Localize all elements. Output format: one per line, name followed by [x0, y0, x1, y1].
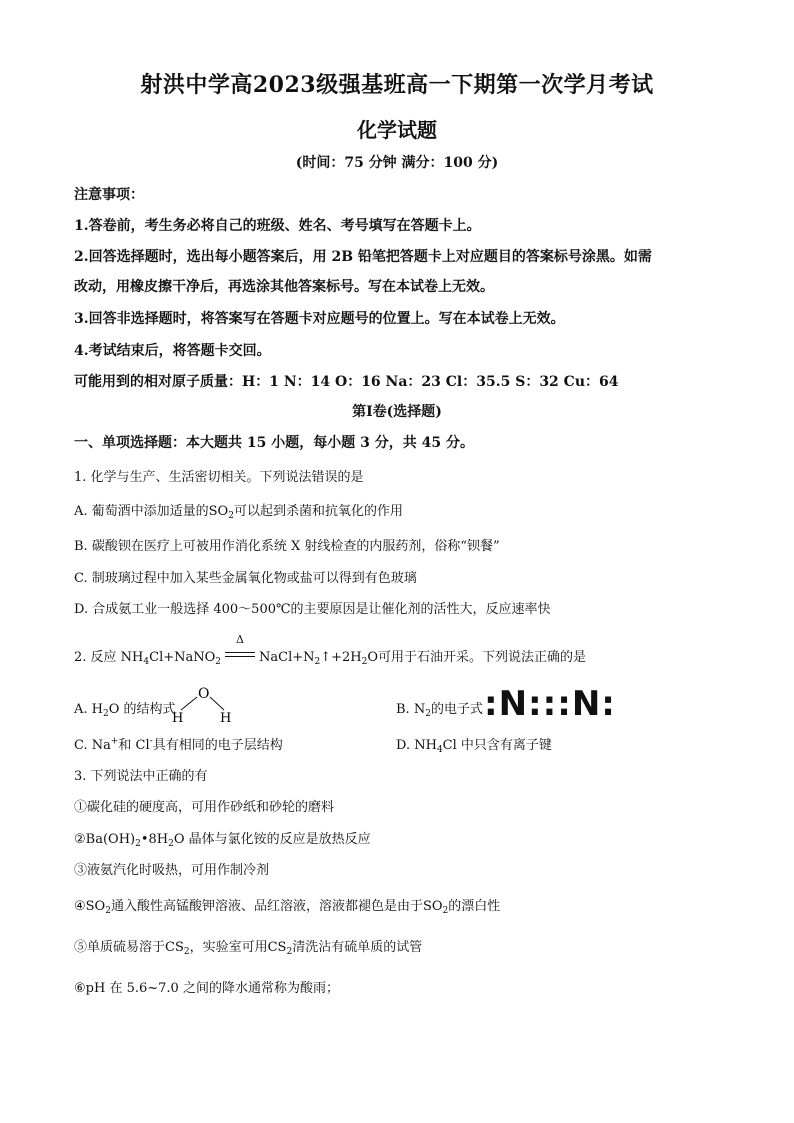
note-item-4: 4.考试结束后，将答题卡交回。: [74, 343, 271, 359]
notes-heading: 注意事项：: [74, 187, 144, 203]
q1-option-c: C. 制玻璃过程中加入某些金属氧化物或盐可以得到有色玻璃: [74, 571, 417, 586]
n2-electron-formula: :N:::N:: [484, 684, 616, 724]
heat-equals-sign: Δ: [223, 647, 257, 663]
struct-oxygen: O: [198, 686, 210, 702]
struct-hydrogen-2: H: [220, 711, 232, 726]
q1-option-a: A. 葡萄酒中添加适量的$SO_2$可以起到杀菌和抗氧化的作用: [74, 504, 403, 521]
subject-title: 化学试题: [357, 118, 437, 142]
q3-statement-5: ⑤单质硫易溶于$CS_2$，实验室可用$CS_2$清洗沾有硫单质的试管: [74, 940, 423, 957]
part-title: 一、单项选择题：本大题共 15 小题，每小题 3 分，共 45 分。: [74, 435, 474, 451]
atomic-masses: 可能用到的相对原子质量：H：1 N：14 O：16 Na：23 Cl：35.5 S：32 Cu：64: [74, 374, 619, 390]
water-structure-diagram: [170, 684, 240, 726]
q3-stem: 3. 下列说法中正确的有: [74, 769, 208, 784]
q2-option-c: C. Na+和 Cl-具有相同的电子层结构: [74, 736, 283, 753]
q1-option-d: D. 合成氨工业一般选择 400～500℃的主要原因是让催化剂的活性大，反应速率快: [74, 602, 551, 617]
q1-option-b: B. 碳酸钡在医疗上可被用作消化系统 X 射线检查的内服药剂，俗称“钡餐”: [74, 539, 500, 554]
q1-stem: 1. 化学与生产、生活密切相关。下列说法错误的是: [74, 470, 364, 485]
q2-option-a: A. $H_2O$ 的结构式: [74, 702, 176, 719]
volume-title: 第Ⅰ卷(选择题): [352, 404, 442, 420]
exam-title: 射洪中学高2023级强基班高一下期第一次学月考试: [140, 72, 654, 98]
note-item-3: 3.回答非选择题时，将答案写在答题卡对应题号的位置上。写在本试卷上无效。: [74, 311, 565, 327]
struct-hydrogen-1: H: [172, 711, 184, 726]
q2-option-b: B. $N_2$的电子式: [396, 702, 483, 719]
q3-statement-4: $④SO_2$通入酸性高锰酸钾溶液、品红溶液，溶液都褪色是由于$SO_2$的漂白性: [74, 899, 501, 916]
q2-stem: 2. 反应 $NH_4Cl+NaNO_2$ Δ $NaCl+N_2↑+2H_2O$可用于石油开采。下列说法正确的是: [74, 633, 587, 667]
q2-option-d: D. $NH_4Cl$ 中只含有离子键: [396, 738, 552, 755]
note-item-2a: 2.回答选择题时，选出每小题答案后，用 2B 铅笔把答题卡上对应题目的答案标号涂黑。如需: [74, 249, 652, 265]
q3-statement-1: ①碳化硅的硬度高，可用作砂纸和砂轮的磨料: [74, 800, 335, 815]
q3-statement-3: ③液氨汽化时吸热，可用作制冷剂: [74, 863, 270, 878]
q3-statement-6: ⑥pH 在 5.6~7.0 之间的降水通常称为酸雨；: [74, 981, 339, 996]
q3-statement-2: $②Ba(OH)_2•8H_2O$ 晶体与氯化铵的反应是放热反应: [74, 832, 371, 849]
note-item-1: 1.答卷前，考生务必将自己的班级、姓名、考号填写在答题卡上。: [74, 218, 481, 234]
note-item-2b: 改动，用橡皮擦干净后，再选涂其他答案标号。写在本试卷上无效。: [74, 279, 494, 295]
time-info: (时间：75 分钟 满分：100 分): [295, 155, 499, 171]
